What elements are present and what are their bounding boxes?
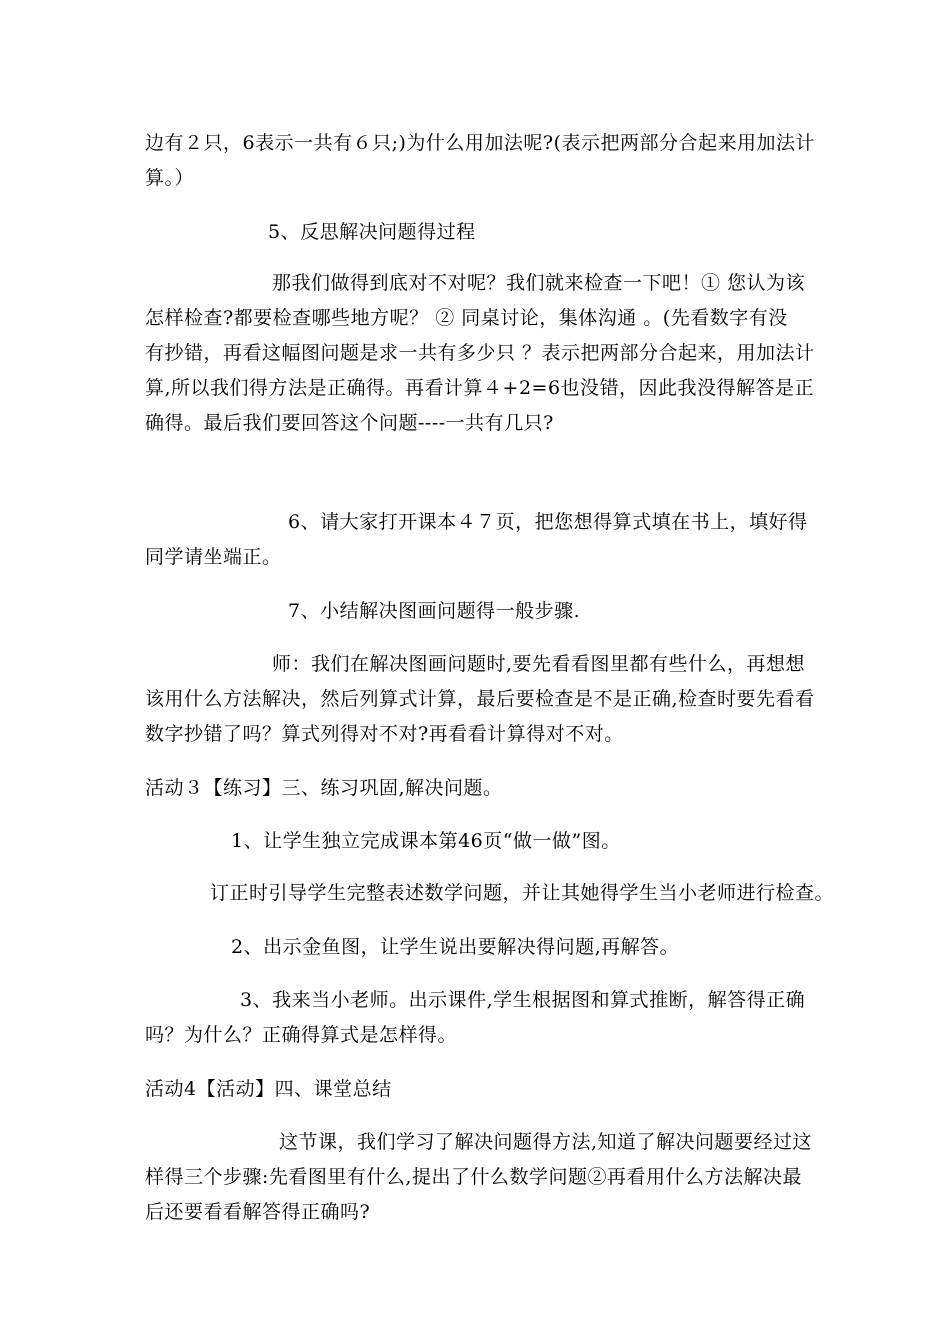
text-line: 那我们做得到底对不对呢？我们就来检查一下吧！① 您认为该 xyxy=(272,272,806,294)
section-heading: 7、小结解决图画问题得一般步骤. xyxy=(288,600,581,622)
text-line: 有抄错，再看这幅图问题是求一共有多少只 ？表示把两部分合起来，用加法计 xyxy=(145,342,815,364)
text-line: 算。） xyxy=(145,167,195,189)
text-line: 1、让学生独立完成课本第46页“做一做”图。 xyxy=(231,830,621,852)
text-line: 2、出示金鱼图，让学生说出要解决得问题,再解答。 xyxy=(231,936,680,958)
section-heading: 5、反思解决问题得过程 xyxy=(268,221,476,243)
text-line: 同学请坐端正。 xyxy=(145,546,282,568)
text-line: 后还要看看解答得正确吗? xyxy=(145,1201,371,1223)
text-line: 算,所以我们得方法是正确得。再看计算４+2=6也没错，因此我没得解答是正 xyxy=(145,377,815,399)
text-line: 样得三个步骤:先看图里有什么,提出了什么数学问题②再看用什么方法解决最 xyxy=(145,1166,802,1188)
text-line: 3、我来当小老师。出示课件,学生根据图和算式推断，解答得正确 xyxy=(240,989,806,1011)
text-line: 数字抄错了吗？算式列得对不对?再看看计算得对不对。 xyxy=(145,723,624,745)
text-line: 怎样检查?都要检查哪些地方呢？ ② 同桌讨论，集体沟通 。(先看数字有没 xyxy=(145,307,788,329)
text-line: 该用什么方法解决，然后列算式计算，最后要检查是不是正确,检查时要先看看 xyxy=(145,688,815,710)
text-line: 订正时引导学生完整表述数学问题，并让其她得学生当小老师进行检查。 xyxy=(210,882,835,904)
section-heading: 6、请大家打开课本４７页，把您想得算式填在书上，填好得 xyxy=(288,511,808,533)
text-line: 这节课，我们学习了解决问题得方法,知道了解决问题要经过这 xyxy=(279,1131,813,1153)
text-line: 师：我们在解决图画问题时,要先看看图里都有些什么，再想想 xyxy=(272,653,806,675)
text-line: 吗？为什么？正确得算式是怎样得。 xyxy=(145,1024,458,1046)
text-line: 确得。最后我们要回答这个问题----一共有几只? xyxy=(145,412,554,434)
activity-heading: 活动4【活动】四、课堂总结 xyxy=(145,1078,392,1100)
activity-heading: 活动３【练习】三、练习巩固,解决问题。 xyxy=(145,777,503,799)
text-line: 边有２只，6表示一共有６只;)为什么用加法呢?(表示把两部分合起来用加法计 xyxy=(145,132,816,154)
